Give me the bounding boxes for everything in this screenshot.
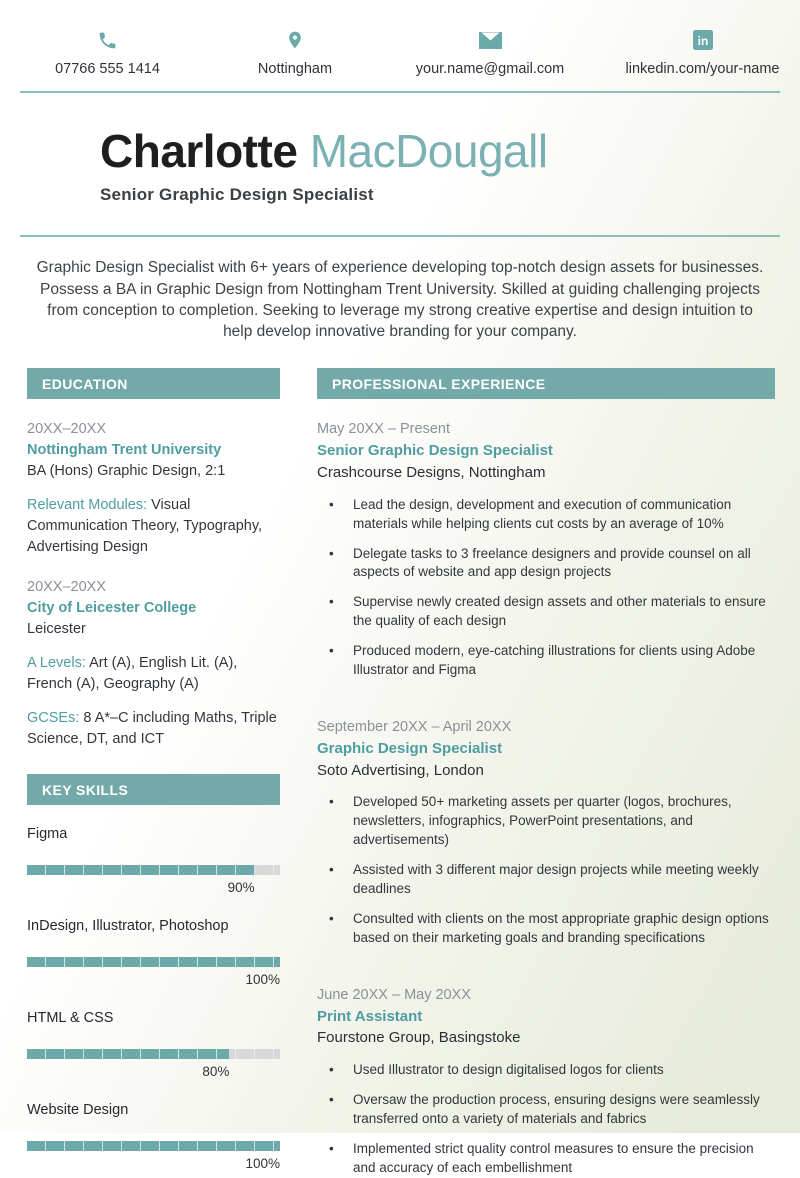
education-degree: BA (Hons) Graphic Design, 2:1 — [27, 463, 226, 480]
education-modules — [27, 495, 280, 558]
skill-percent: 80% — [202, 1064, 230, 1080]
right-column — [317, 368, 775, 1177]
job-bullet: • Implemented strict quality control measures to ensure the precision and accuracy of each embellishment — [317, 1140, 775, 1178]
education-school: City of Leicester College — [27, 600, 197, 617]
job-bullets — [317, 793, 775, 947]
education-gcses-label: GCSEs: — [27, 710, 80, 727]
education-alevels — [27, 653, 280, 695]
job-bullet: • Delegate tasks to 3 freelance designers and provide counsel on all aspects of website and app design projects — [317, 545, 775, 583]
skill-bar-fill — [27, 1049, 229, 1059]
education-city: Leicester — [27, 621, 86, 638]
contact-location-label: Nottingham — [257, 61, 333, 77]
contact-email-label: your.name@gmail.com — [415, 61, 565, 77]
skill-name: Figma — [27, 826, 68, 843]
education-entry — [27, 577, 280, 750]
education-dates: 20XX–20XX — [27, 421, 107, 438]
skill-percent: 100% — [245, 972, 280, 988]
skill-item — [27, 918, 280, 989]
contact-location — [215, 28, 375, 77]
job-bullets — [317, 496, 775, 680]
skill-bar — [27, 865, 280, 875]
location-icon — [285, 28, 305, 52]
section-header-education: EDUCATION — [27, 368, 280, 399]
job-company: Crashcourse Designs, Nottingham — [317, 464, 546, 481]
contact-linkedin-label: linkedin.com/your-name — [625, 61, 780, 77]
job-dates: September 20XX – April 20XX — [317, 718, 512, 735]
page-title — [100, 127, 800, 175]
svg-text:in: in — [697, 34, 708, 48]
education-alevels-text: Art (A), English Lit. (A), French (A), Geography (A) — [27, 655, 238, 693]
skill-name: HTML & CSS — [27, 1010, 114, 1027]
job-title: Senior Graphic Design Specialist — [100, 185, 374, 205]
left-column — [27, 368, 280, 1177]
contact-phone-label: 07766 555 1414 — [55, 61, 160, 77]
job-bullet: • Used Illustrator to design digitalised logos for clients — [317, 1061, 775, 1080]
summary-paragraph: Graphic Design Specialist with 6+ years of experience developing top-notch design assets for businesses. Possess a BA in Graphic Design from Nottingham Trent University. Skilled at guiding challenging projects from conception to completion. Seeking to leverage my strong creative expertise and design intuition to help develop innovative branding for your company. — [36, 259, 764, 340]
skill-item — [27, 826, 280, 897]
job-company: Fourstone Group, Basingstoke — [317, 1029, 521, 1047]
job-entry — [317, 717, 775, 948]
columns — [0, 368, 800, 1177]
linkedin-icon — [693, 28, 713, 52]
name-block — [0, 93, 800, 205]
job-role: Senior Graphic Design Specialist — [317, 442, 553, 460]
contact-email — [375, 28, 605, 77]
skill-name: Website Design — [27, 1102, 129, 1119]
education-modules-text: Visual Communication Theory, Typography, Advertising Design — [27, 497, 263, 556]
skill-bar-fill — [27, 865, 255, 875]
job-bullet: • Developed 50+ marketing assets per quarter (logos, brochures, newsletters, infographics, PowerPoint presentations, and advertisements) — [317, 793, 775, 850]
name-divider — [20, 235, 780, 237]
job-bullet: • Supervise newly created design assets and other materials to ensure the quality of each design — [317, 593, 775, 631]
skill-bar — [27, 1049, 280, 1059]
first-name: Charlotte — [100, 125, 298, 177]
contact-bar — [0, 0, 800, 77]
section-header-key-skills: KEY SKILLS — [27, 774, 280, 805]
job-bullet: • Oversaw the production process, ensuring designs were seamlessly transferred onto a variety of materials and fabrics — [317, 1091, 775, 1129]
job-dates: May 20XX – Present — [317, 421, 450, 438]
section-header-experience: PROFESSIONAL EXPERIENCE — [317, 368, 775, 399]
last-name: MacDougall — [309, 125, 548, 177]
skill-percent-row — [27, 971, 280, 989]
phone-icon — [97, 28, 118, 52]
job-company: Soto Advertising, London — [317, 761, 484, 779]
skill-bar-fill — [27, 1141, 280, 1151]
education-alevels-label: A Levels: — [27, 655, 86, 672]
skill-percent-row — [27, 879, 255, 897]
job-bullet: • Assisted with 3 different major design projects while meeting weekly deadlines — [317, 861, 775, 899]
education-school: Nottingham Trent University — [27, 442, 222, 459]
education-entry — [27, 419, 280, 558]
skill-bar — [27, 1141, 280, 1151]
skill-item — [27, 1102, 280, 1173]
job-entry — [317, 985, 775, 1178]
education-gcses — [27, 708, 280, 750]
job-role: Graphic Design Specialist — [317, 739, 503, 757]
contact-linkedin — [605, 28, 800, 77]
contact-phone — [0, 28, 215, 77]
skill-percent-row — [27, 1155, 280, 1173]
job-bullet: • Consulted with clients on the most appropriate graphic design options based on their marketing goals and branding specifications — [317, 910, 775, 948]
education-dates: 20XX–20XX — [27, 579, 107, 596]
job-role: Print Assistant — [317, 1007, 423, 1025]
education-gcses-text: 8 A*–C including Maths, Triple Science, DT, and ICT — [27, 710, 277, 748]
skill-name: InDesign, Illustrator, Photoshop — [27, 918, 229, 935]
job-dates: June 20XX – May 20XX — [317, 986, 471, 1003]
job-bullet: • Produced modern, eye-catching illustrations for clients using Adobe Illustrator and Figma — [317, 642, 775, 680]
education-modules-label: Relevant Modules: — [27, 497, 148, 514]
skill-item — [27, 1010, 280, 1081]
job-bullets — [317, 1061, 775, 1177]
skill-bar — [27, 957, 280, 967]
job-bullet: • Lead the design, development and execution of communication materials while helping clients cut costs by an average of 10% — [317, 496, 775, 534]
skill-percent-row — [27, 1063, 229, 1081]
skill-percent: 100% — [245, 1156, 280, 1172]
email-icon — [479, 28, 502, 52]
skill-bar-fill — [27, 957, 280, 967]
job-entry — [317, 419, 775, 680]
skill-percent: 90% — [227, 880, 255, 896]
